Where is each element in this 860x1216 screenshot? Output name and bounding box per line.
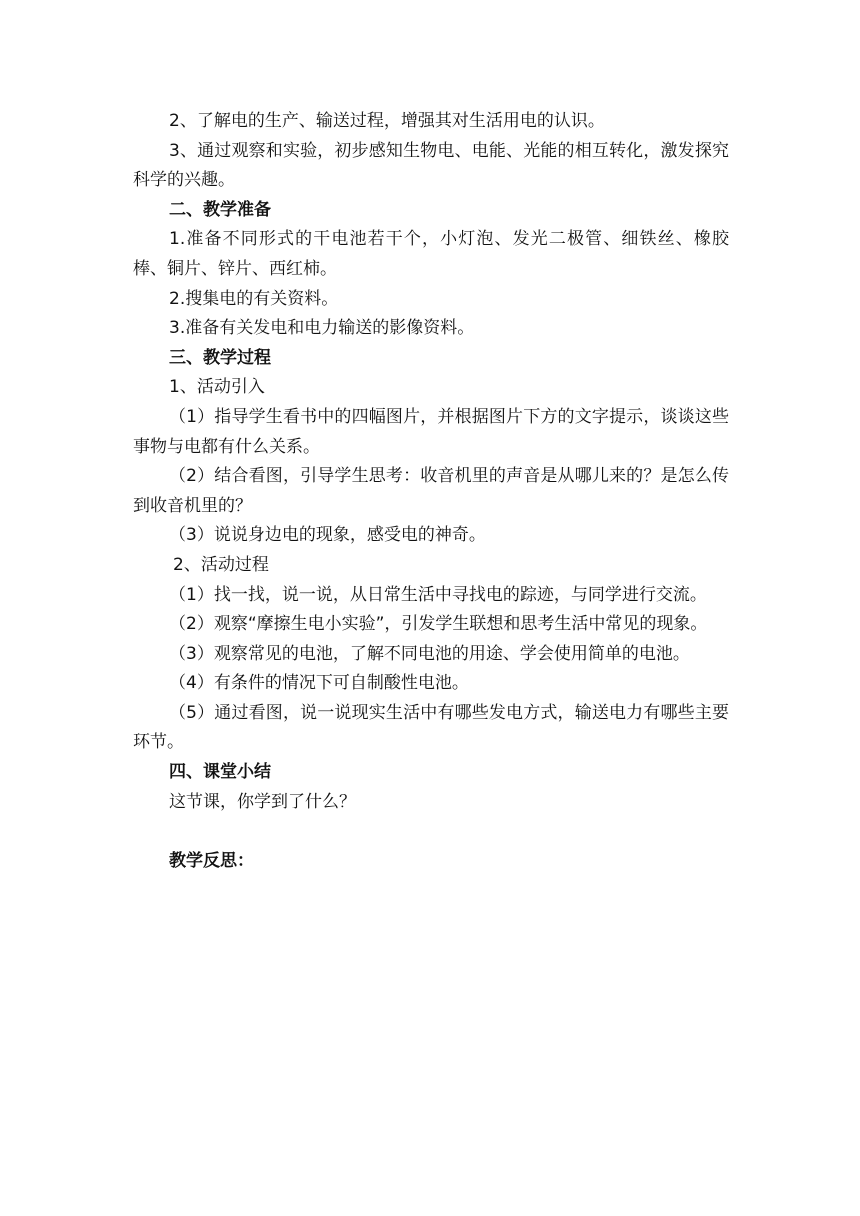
objective-3: 3、通过观察和实验，初步感知生物电、电能、光能的相互转化，激发探究科学的兴趣。 (133, 140, 729, 191)
preparation-item-3: 3.准备有关发电和电力输送的影像资料。 (169, 318, 475, 339)
section-heading-summary: 四、课堂小结 (169, 762, 271, 783)
blank-line (133, 817, 729, 847)
activity-process-item-3: （3）观察常见的电池，了解不同电池的用途、学会使用简单的电池。 (169, 643, 690, 664)
reflection-label: 教学反思： (169, 851, 254, 872)
activity-intro-item-3: （3）说说身边电的现象，感受电的神奇。 (169, 525, 486, 546)
activity-process-item-2: （2）观察“摩擦生电小实验”，引发学生联想和思考生活中常见的现象。 (169, 614, 708, 635)
document-body (133, 107, 729, 877)
preparation-item-1: 1.准备不同形式的干电池若干个，小灯泡、发光二极管、细铁丝、橡胶棒、铜片、锌片、西红柿。 (133, 229, 729, 279)
activity-process-item-5: （5）通过看图，说一说现实生活中有哪些发电方式，输送电力有哪些主要环节。 (133, 702, 729, 753)
activity-process-item-4: （4）有条件的情况下可自制酸性电池。 (169, 673, 469, 694)
activity-intro-item-1: （1）指导学生看书中的四幅图片，并根据图片下方的文字提示，谈谈这些事物与电都有什么关系。 (133, 406, 729, 457)
activity-intro-title: 1、活动引入 (169, 377, 265, 398)
activity-process-title: 2、活动过程 (173, 554, 269, 575)
activity-process-item-1: （1）找一找，说一说，从日常生活中寻找电的踪迹，与同学进行交流。 (169, 584, 707, 605)
summary-question: 这节课，你学到了什么？ (169, 791, 356, 812)
section-heading-process: 三、教学过程 (169, 347, 271, 368)
preparation-item-2: 2.搜集电的有关资料。 (169, 288, 339, 309)
activity-intro-item-2: （2）结合看图，引导学生思考：收音机里的声音是从哪儿来的？是怎么传到收音机里的？ (133, 466, 729, 516)
section-heading-preparation: 二、教学准备 (169, 199, 271, 220)
objective-2: 2、了解电的生产、输送过程，增强其对生活用电的认识。 (169, 111, 605, 131)
